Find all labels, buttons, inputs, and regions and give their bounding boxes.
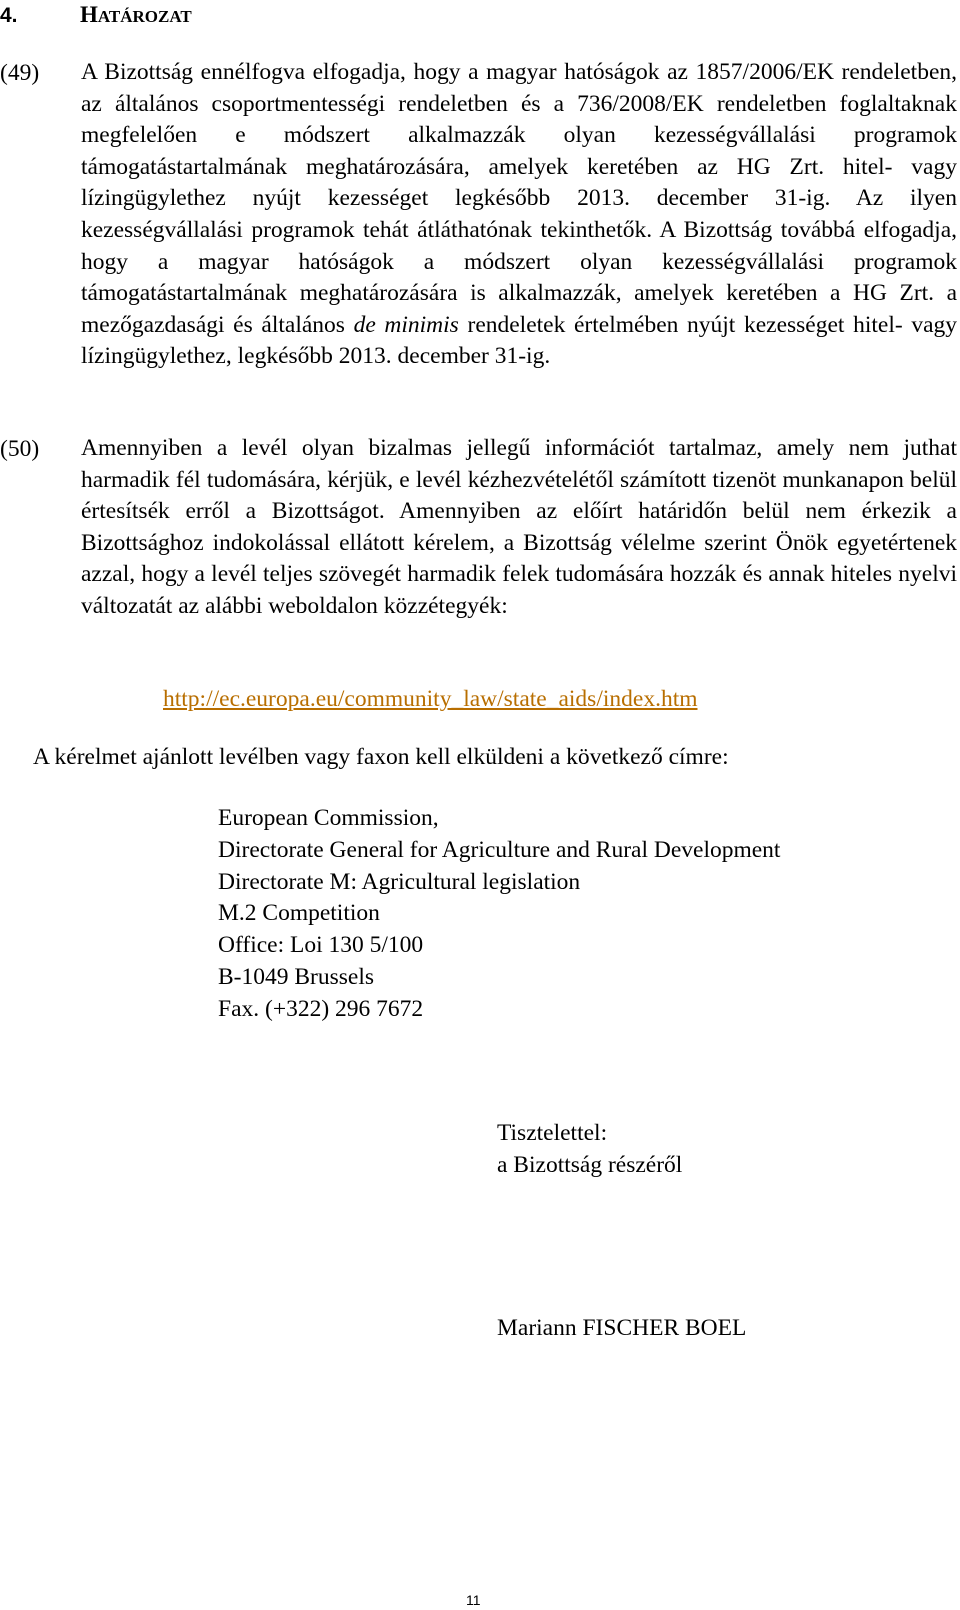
state-aids-link[interactable]: http://ec.europa.eu/community_law/state_aids/index.htm: [163, 686, 698, 712]
address-line: European Commission,: [218, 805, 439, 831]
section-title: HATÁROZAT: [80, 2, 192, 27]
de-minimis-term: de minimis: [353, 311, 459, 338]
closing-line: Tisztelettel:: [497, 1120, 608, 1146]
closing-block: [497, 1118, 682, 1181]
address-line: Directorate General for Agriculture and Rural Development: [218, 836, 781, 863]
page-number: 11: [466, 1592, 481, 1608]
paragraph-49: A Bizottság ennélfogva elfogadja, hogy a magyar hatóságok az 1857/2006/EK rendeletben, az általános csoportmentességi rendeletben és a 736/2008/EK rendeletben foglaltaknak megfelelően e módszert alkalmazzák olyan kezességvállalási programok támogatástartalmának meghatározására, amelyek keretében az HG Zrt. hitel- vagy lízingügylethez nyújt kezességet legkésőbb 2013. december 31-ig. Az ilyen kezességvállalási programok tehát átláthatónak tekinthetők. A Bizottság továbbá elfogadja, hogy a magyar hatóságok a módszert olyan kezességvállalási programok támogatástartalmának meghatározására is alkalmazzák, amelyek keretében a HG Zrt. a mezőgazdasági és általános de minimis rendeletek értelmében nyújt kezességet hitel- vagy lízingügylethez, legkésőbb 2013. december 31-ig.: [81, 59, 958, 370]
address-line: Office: Loi 130 5/100: [218, 932, 424, 959]
address-line: Fax. (+322) 296 7672: [218, 995, 424, 1022]
paragraph-number-50: (50): [0, 436, 40, 462]
signature-name: Mariann FISCHER BOEL: [497, 1315, 747, 1341]
paragraph-number-49: (49): [0, 60, 40, 86]
address-line: Directorate M: Agricultural legislation: [218, 868, 581, 895]
instruction-text: A kérelmet ajánlott levélben vagy faxon kell elküldeni a következő címre:: [33, 744, 729, 770]
address-block: [218, 803, 780, 1026]
address-line: M.2 Competition: [218, 900, 380, 927]
section-number: 4.: [0, 4, 18, 27]
address-line: B-1049 Brussels: [218, 963, 375, 990]
section-heading: [0, 2, 400, 30]
paragraph-50: Amennyiben a levél olyan bizalmas jellegű információt tartalmaz, amely nem juthat harmadik fél tudomására, kérjük, e levél kézhezvételétől számított tizenöt munkanapon belül értesítsék erről a Bizottságot. Amennyiben az előírt határidőn belül nem érkezik a Bizottsághoz indokolással ellátott kérelem, a Bizottság vélelme szerint Önök egyetértenek azzal, hogy a levél teljes szövegét harmadik felek tudomására hozzák és annak hiteles nyelvi változatát az alábbi weboldalon közzétegyék:: [81, 435, 957, 619]
closing-line: a Bizottság részéről: [497, 1151, 683, 1178]
